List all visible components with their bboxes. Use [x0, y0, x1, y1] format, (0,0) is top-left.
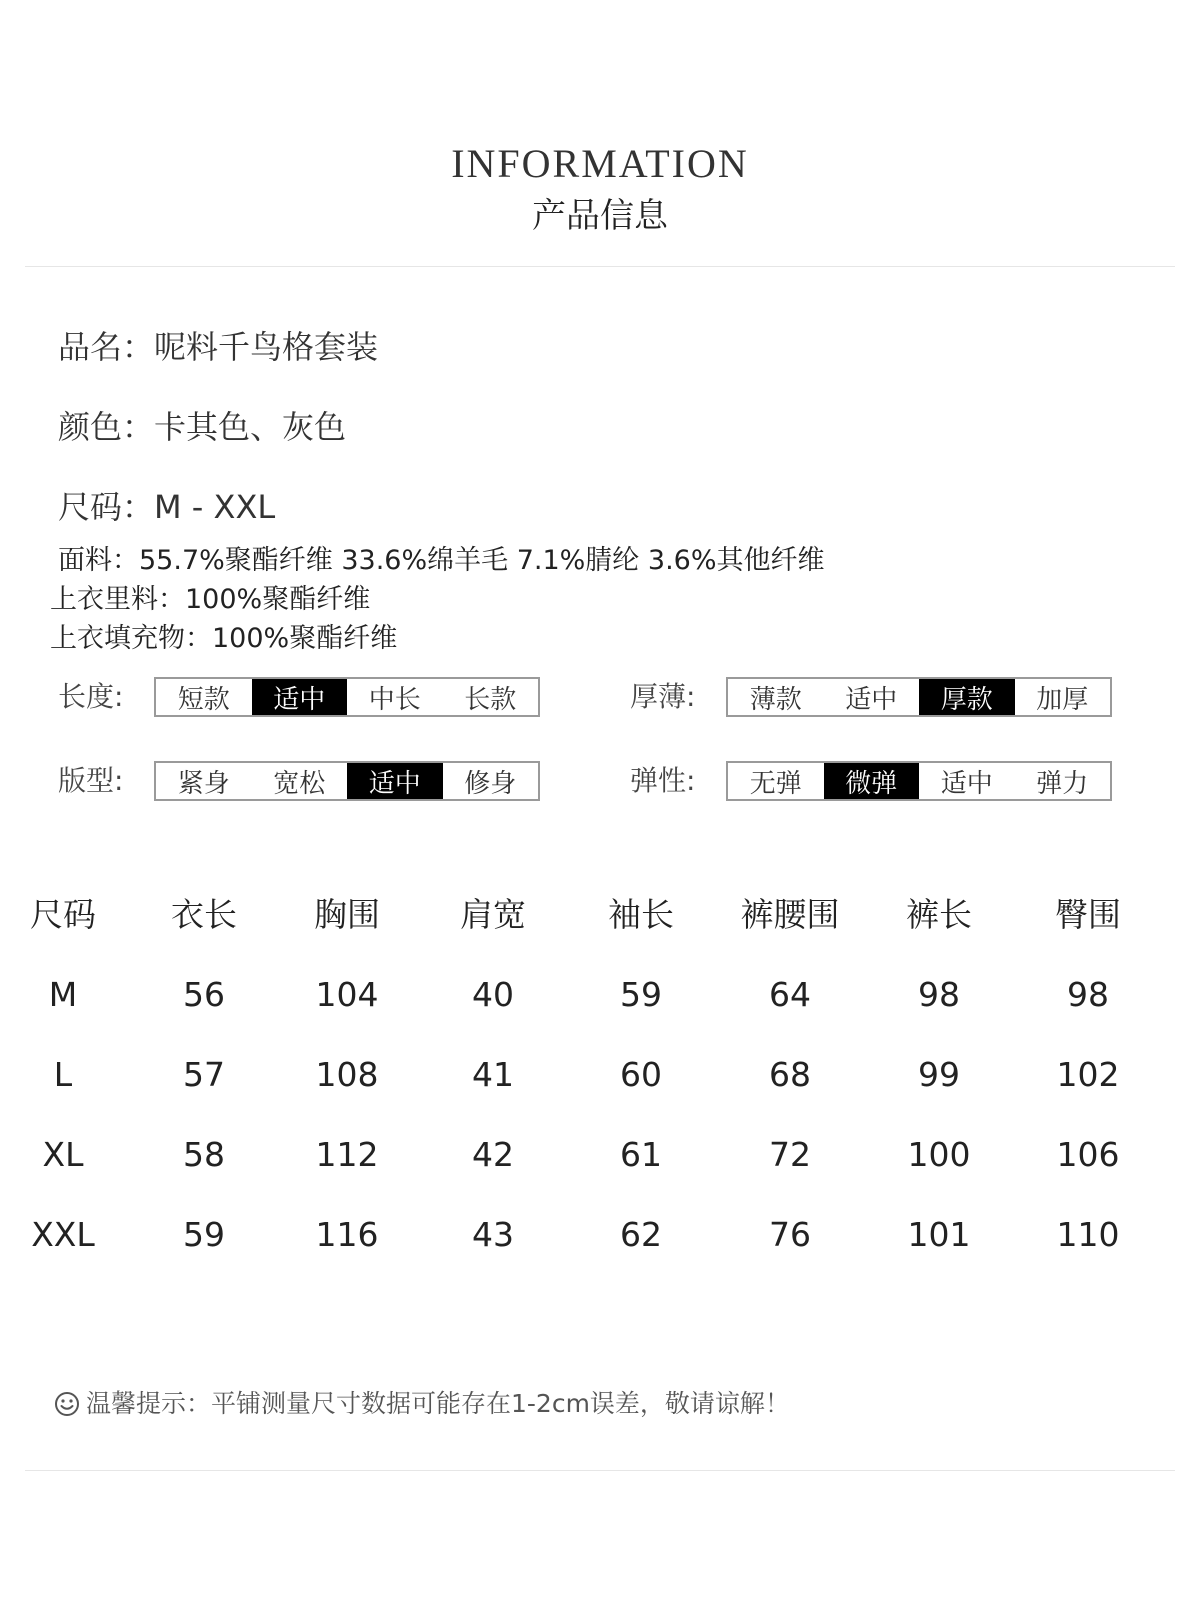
fabric-value: 55.7%聚酯纤维 33.6%绵羊毛 7.1%腈纶 3.6%其他纤维 — [139, 545, 825, 576]
lining-row — [50, 582, 370, 618]
bottom-divider — [25, 1470, 1175, 1471]
filling-value: 100%聚酯纤维 — [212, 623, 398, 654]
table-cell: 104 — [315, 975, 379, 1014]
lining-label: 上衣里料： — [50, 584, 185, 615]
table-cell: 72 — [769, 1135, 811, 1174]
table-header-cell: 裤长 — [906, 895, 972, 934]
table-header-row — [0, 880, 1200, 950]
fit-option: 宽松 — [273, 768, 326, 799]
table-row — [0, 1120, 1200, 1190]
filling-row — [50, 621, 397, 657]
thickness-selector — [726, 677, 1112, 717]
table-cell: 76 — [769, 1215, 811, 1254]
measurement-tip — [54, 1386, 790, 1422]
elasticity-option: 适中 — [940, 768, 993, 799]
table-cell: 98 — [918, 975, 960, 1014]
table-row — [0, 1040, 1200, 1110]
thickness-option: 薄款 — [749, 684, 802, 715]
table-header-cell: 袖长 — [608, 895, 674, 934]
table-row — [0, 960, 1200, 1030]
length-label: 长度: — [58, 680, 124, 713]
fit-option: 紧身 — [177, 768, 230, 799]
title-cn: 产品信息 — [532, 196, 668, 236]
elasticity-option: 弹力 — [1036, 768, 1089, 799]
fabric-row — [58, 543, 824, 579]
table-cell: M — [48, 975, 78, 1014]
table-cell: 99 — [918, 1055, 960, 1094]
table-cell: 100 — [907, 1135, 971, 1174]
table-cell: 56 — [183, 975, 225, 1014]
fit-option-selected: 适中 — [347, 763, 443, 799]
table-cell: XL — [42, 1135, 84, 1174]
page-header — [0, 140, 1200, 238]
fit-selector — [154, 761, 540, 801]
table-cell: 102 — [1056, 1055, 1120, 1094]
length-option: 短款 — [177, 684, 230, 715]
table-cell: 108 — [315, 1055, 379, 1094]
table-cell: 116 — [315, 1215, 379, 1254]
smiley-icon — [54, 1391, 80, 1417]
table-header-cell: 尺码 — [30, 895, 96, 934]
table-cell: 62 — [620, 1215, 662, 1254]
fit-label: 版型: — [58, 764, 124, 797]
size-range-label: 尺码： — [58, 488, 155, 526]
table-cell: L — [53, 1055, 73, 1094]
table-cell: 61 — [620, 1135, 662, 1174]
color-row — [58, 407, 346, 447]
table-cell: 110 — [1056, 1215, 1120, 1254]
table-cell: 57 — [183, 1055, 225, 1094]
length-option: 长款 — [464, 684, 517, 715]
table-cell: 112 — [315, 1135, 379, 1174]
lining-value: 100%聚酯纤维 — [185, 584, 371, 615]
table-cell: 43 — [472, 1215, 514, 1254]
filling-label: 上衣填充物： — [50, 623, 212, 654]
length-option-selected: 适中 — [252, 679, 348, 715]
table-cell: 106 — [1056, 1135, 1120, 1174]
table-cell: 41 — [472, 1055, 514, 1094]
table-cell: 59 — [620, 975, 662, 1014]
table-header-cell: 肩宽 — [460, 895, 526, 934]
table-cell: 58 — [183, 1135, 225, 1174]
product-name-value: 呢料千鸟格套装 — [154, 328, 379, 366]
elasticity-selector — [726, 761, 1112, 801]
table-header-cell: 衣长 — [171, 895, 237, 934]
table-header-cell: 裤腰围 — [740, 895, 840, 934]
table-cell: 59 — [183, 1215, 225, 1254]
table-header-cell: 胸围 — [314, 895, 380, 934]
elasticity-label: 弹性: — [630, 764, 696, 797]
table-cell: 64 — [769, 975, 811, 1014]
length-selector — [154, 677, 540, 717]
elasticity-option: 无弹 — [749, 768, 802, 799]
fabric-label: 面料： — [58, 545, 139, 576]
table-cell: 40 — [472, 975, 514, 1014]
table-header-cell: 臀围 — [1055, 895, 1121, 934]
table-cell: 60 — [620, 1055, 662, 1094]
thickness-option-selected: 厚款 — [919, 679, 1015, 715]
fit-option: 修身 — [464, 768, 517, 799]
size-range-row — [58, 487, 275, 527]
title-en: INFORMATION — [451, 141, 749, 186]
tip-text: 温馨提示：平铺测量尺寸数据可能存在1-2cm误差，敬请谅解！ — [86, 1389, 790, 1418]
length-option: 中长 — [368, 684, 421, 715]
thickness-label: 厚薄: — [630, 680, 696, 713]
product-name-label: 品名： — [58, 328, 155, 366]
elasticity-option-selected: 微弹 — [824, 763, 920, 799]
thickness-option: 适中 — [845, 684, 898, 715]
product-name-row — [58, 327, 378, 367]
table-cell: XXL — [31, 1215, 95, 1254]
table-cell: 68 — [769, 1055, 811, 1094]
size-range-value: M - XXL — [154, 488, 276, 526]
table-cell: 42 — [472, 1135, 514, 1174]
color-value: 卡其色、灰色 — [154, 408, 347, 446]
color-label: 颜色： — [58, 408, 155, 446]
table-cell: 101 — [907, 1215, 971, 1254]
top-divider — [25, 266, 1175, 267]
table-cell: 98 — [1067, 975, 1109, 1014]
thickness-option: 加厚 — [1036, 684, 1089, 715]
table-row — [0, 1200, 1200, 1270]
